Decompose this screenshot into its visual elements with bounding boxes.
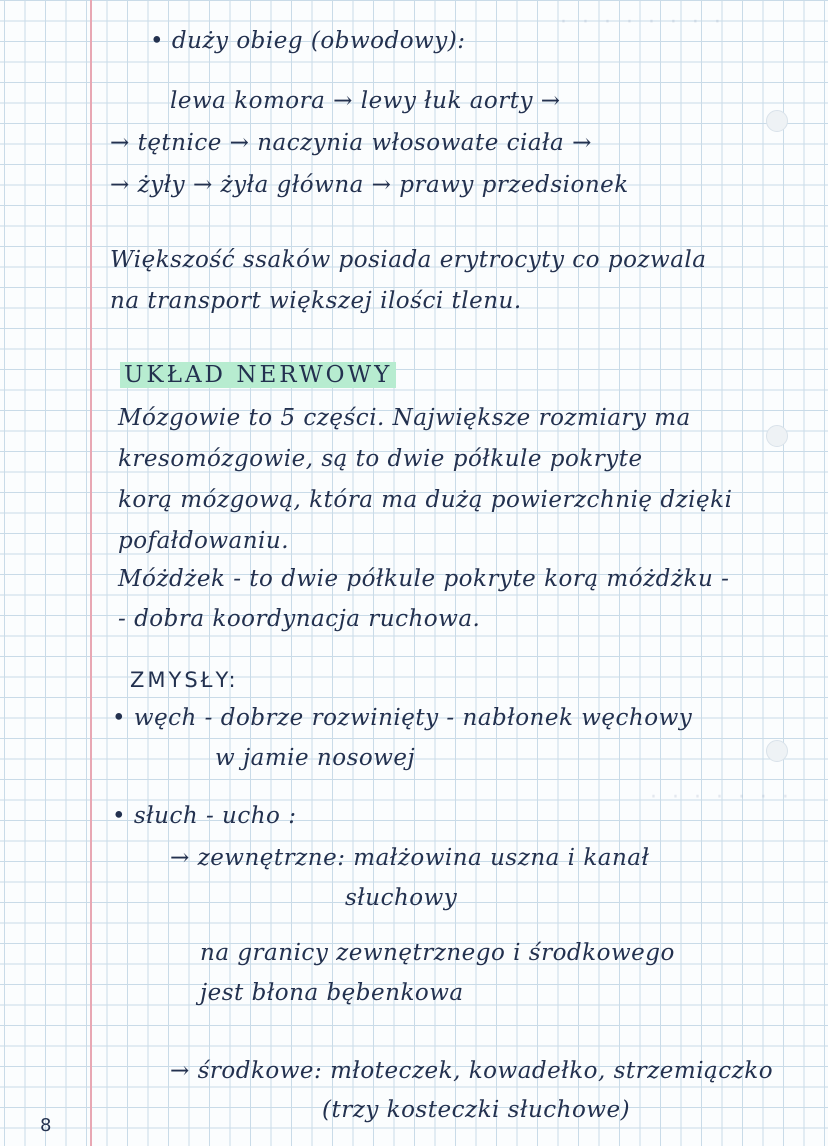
note-line: → środkowe: młoteczek, kowadełko, strzemiączko	[170, 1058, 774, 1084]
note-line: słuchowy	[345, 885, 458, 911]
margin-line	[90, 0, 92, 1146]
bleed-through-text: · · · · · · · ·	[560, 10, 725, 35]
note-line: Większość ssaków posiada erytrocyty co pozwala	[110, 247, 707, 273]
note-line: → żyły → żyła główna → prawy przedsionek	[110, 172, 629, 198]
subheading-senses: ZMYSŁY:	[130, 668, 239, 692]
note-line: (trzy kosteczki słuchowe)	[322, 1097, 631, 1123]
note-line: jest błona bębenkowa	[200, 980, 464, 1006]
note-line: → zewnętrzne: małżowina uszna i kanał	[170, 845, 650, 871]
note-line: pofałdowaniu.	[118, 528, 290, 554]
heading-big-circulation: • duży obieg (obwodowy):	[150, 28, 466, 54]
note-line: na granicy zewnętrznego i środkowego	[200, 940, 675, 966]
note-line: kresomózgowie, są to dwie półkule pokryte	[118, 446, 643, 472]
note-line: • słuch - ucho :	[112, 803, 297, 829]
note-line: korą mózgową, która ma dużą powierzchnię dzięki	[118, 487, 733, 513]
binder-hole	[766, 740, 788, 762]
bleed-through-text: · · · · · · ·	[650, 785, 793, 810]
note-line: lewa komora → lewy łuk aorty →	[170, 88, 561, 114]
binder-hole	[766, 110, 788, 132]
note-line: - dobra koordynacja ruchowa.	[118, 606, 481, 632]
note-line: w jamie nosowej	[215, 745, 416, 771]
page-number: 8	[40, 1115, 52, 1136]
note-line: Mózgowie to 5 części. Największe rozmiary ma	[118, 405, 691, 431]
binder-hole	[766, 425, 788, 447]
note-line: • węch - dobrze rozwinięty - nabłonek węchowy	[112, 705, 693, 731]
note-line: → tętnice → naczynia włosowate ciała →	[110, 130, 592, 156]
note-line: na transport większej ilości tlenu.	[110, 288, 522, 314]
note-line: Móżdżek - to dwie półkule pokryte korą móżdżku -	[118, 566, 730, 592]
section-heading-text: UKŁAD NERWOWY	[120, 362, 396, 388]
section-heading	[120, 362, 396, 388]
